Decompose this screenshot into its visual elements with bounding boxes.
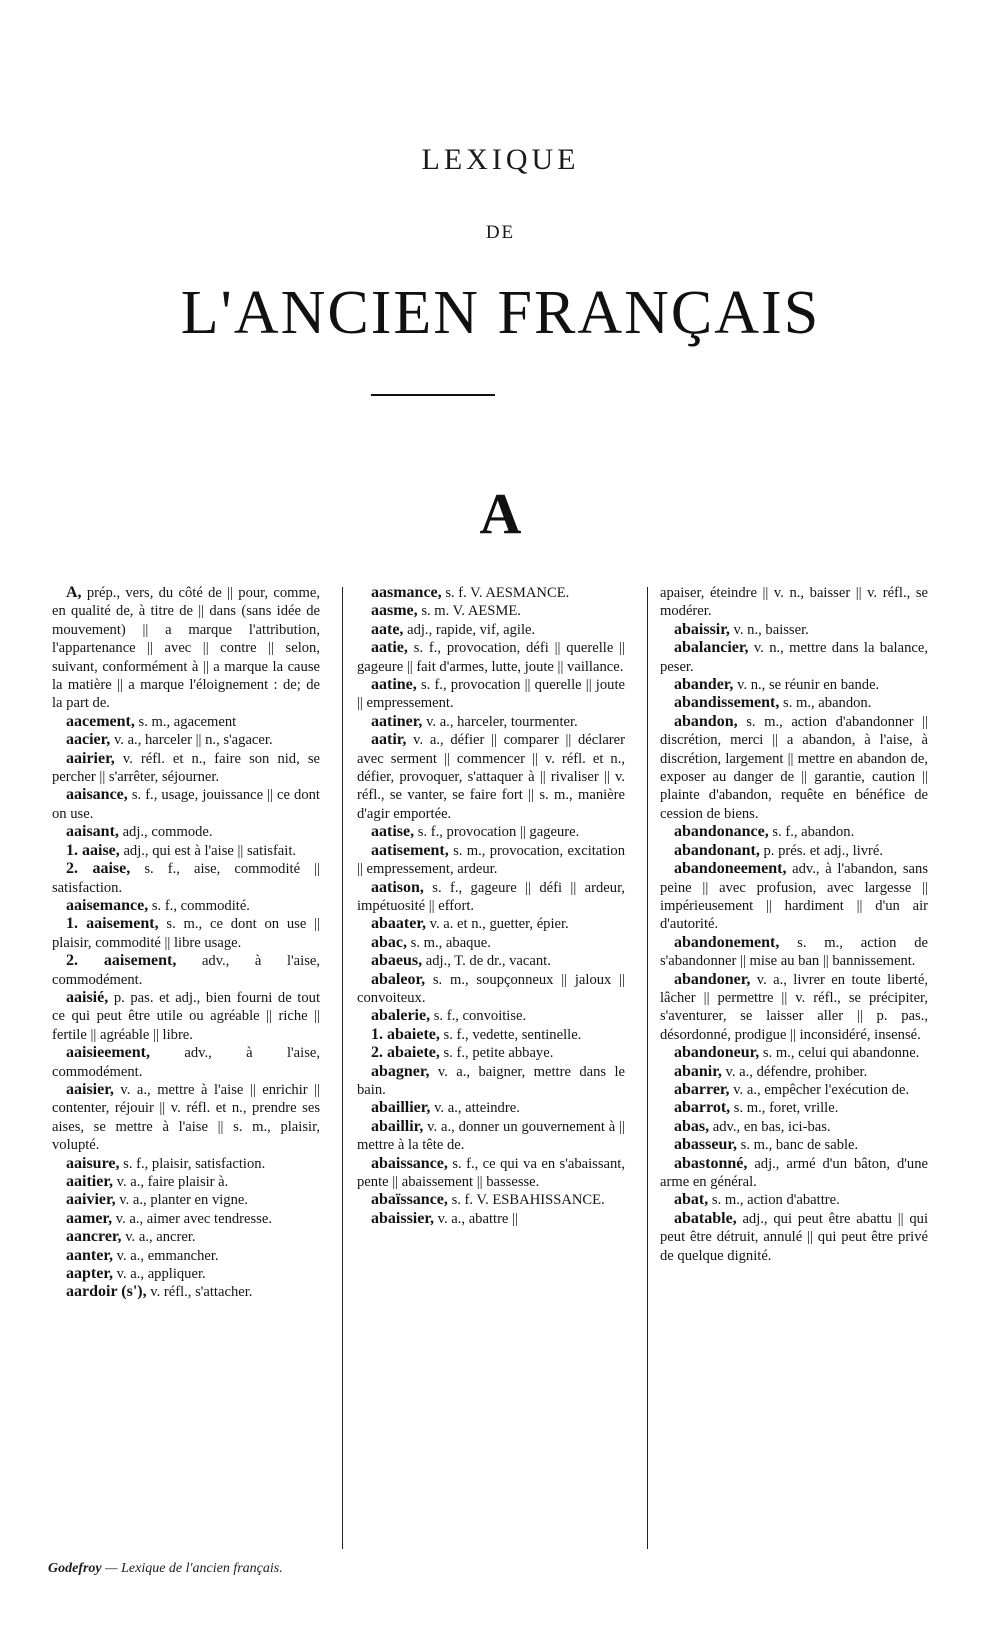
footer-author: Godefroy (48, 1561, 102, 1576)
entry-definition: adj., rapide, vif, agile. (407, 621, 536, 638)
dictionary-entry (357, 1155, 625, 1192)
entry-definition: v. a., mettre à l'aise || enrichir || contenter, réjouir || v. réfl. et n., prendre ses aises, se mettre à l'aise || s. m., plaisir, volupté. (52, 1081, 321, 1154)
entry-headword: aasme, (371, 602, 418, 620)
entry-definition: s. m., action de s'abandonner || mise au ban || bannissement. (660, 934, 928, 970)
entry-definition: adv., à l'aise, commodément. (52, 953, 320, 988)
entry-definition: s. m., provocation, excitation || empressement, ardeur. (357, 842, 625, 878)
entry-definition: v. a., harceler, tourmenter. (426, 713, 578, 730)
entry-definition: s. f., petite abbaye. (443, 1045, 554, 1062)
title-ancien-francais: L'ANCIEN FRANÇAIS (180, 279, 821, 347)
entry-definition: v. a., ancrer. (125, 1229, 196, 1246)
dictionary-entry (52, 915, 320, 952)
entry-headword: aatison, (371, 878, 424, 896)
dictionary-entry (52, 750, 320, 787)
entry-headword: aatiner, (371, 712, 423, 730)
entry-headword: 2. abaiete, (371, 1044, 440, 1062)
entry-definition: v. a., aimer avec tendresse. (115, 1210, 272, 1227)
title-rule (371, 394, 495, 396)
entry-definition: s. m., banc de sable. (740, 1137, 859, 1154)
entry-headword: aaivier, (66, 1191, 116, 1209)
dictionary-entry (660, 1191, 928, 1209)
column-2 (357, 584, 625, 1228)
dictionary-entry (357, 1026, 625, 1044)
dictionary-entry (357, 971, 625, 1008)
dictionary-entry (357, 602, 625, 620)
entry-headword: aaisemance, (66, 896, 149, 914)
entry-definition: v. a., atteindre. (434, 1100, 520, 1117)
entry-headword: abac, (371, 933, 407, 951)
entry-headword: abandoner, (674, 970, 751, 988)
entry-definition: s. m., agacement (138, 713, 237, 730)
entry-headword: aacement, (66, 712, 135, 730)
entry-headword: abandon, (674, 712, 738, 730)
entry-definition: s. m., celui qui abandonne. (762, 1045, 920, 1062)
dictionary-entry (357, 1044, 625, 1062)
entry-headword: aaisié, (66, 988, 109, 1006)
dictionary-entry (357, 1118, 625, 1155)
dictionary-entry (357, 934, 625, 952)
entry-headword: abaleor, (371, 970, 426, 988)
entry-definition: s. m., action d'abattre. (711, 1192, 840, 1209)
entry-headword: abanir, (674, 1062, 722, 1080)
entry-definition: v. a., baigner, mettre dans le bain. (357, 1063, 625, 1098)
entry-headword: abasseur, (674, 1136, 737, 1154)
entry-headword: abaeus, (371, 952, 423, 970)
dictionary-entry (52, 786, 320, 823)
entry-definition: s. f., plaisir, satisfaction. (123, 1155, 266, 1172)
entry-definition: adj., T. de dr., vacant. (425, 953, 551, 970)
dictionary-entry (52, 1191, 320, 1209)
entry-definition: v. a., donner un gouvernement à || mettre à la tête de. (357, 1118, 625, 1154)
dictionary-entry (660, 676, 928, 694)
dictionary-entry (357, 1191, 625, 1209)
dictionary-entry (660, 584, 928, 621)
title-lexique: LEXIQUE (421, 143, 580, 176)
dictionary-entry (660, 823, 928, 841)
dictionary-entry (357, 823, 625, 841)
dictionary-entry (52, 1155, 320, 1173)
entry-definition: v. a., faire plaisir à. (116, 1174, 229, 1190)
dictionary-entry (52, 1173, 320, 1191)
title-de: DE (485, 222, 516, 243)
dictionary-entry (52, 1265, 320, 1283)
dictionary-entry (357, 713, 625, 731)
dictionary-entry (660, 1136, 928, 1154)
dictionary-entry (660, 1118, 928, 1136)
entry-definition: s. f. V. AESMANCE. (445, 585, 570, 601)
entry-definition: s. f., convoitise. (433, 1008, 527, 1025)
entry-definition: adj., qui peut être abattu || qui peut être détruit, annulé || qui peut être privé de quelque dignité. (660, 1210, 928, 1264)
entry-headword: abandonant, (674, 841, 760, 859)
entry-definition: v. a., appliquer. (116, 1266, 206, 1283)
entry-headword: aardoir (s'), (66, 1283, 147, 1301)
entry-headword: aatine, (371, 676, 417, 694)
entry-definition: apaiser, éteindre || v. n., baisser || v. réfl., se modérer. (660, 585, 928, 620)
entry-definition: s. f., provocation || querelle || joute || empressement. (357, 677, 625, 712)
entry-headword: aaisance, (66, 786, 128, 804)
entry-headword: abandoneur, (674, 1044, 760, 1062)
entry-headword: aatisement, (371, 841, 449, 859)
entry-headword: abaissance, (371, 1154, 448, 1172)
entry-definition: v. réfl., s'attacher. (150, 1284, 253, 1301)
dictionary-entry (52, 823, 320, 841)
entry-headword: aatir, (371, 731, 407, 749)
entry-headword: aamer, (66, 1209, 113, 1227)
dictionary-entry (357, 915, 625, 933)
dictionary-entry (52, 1044, 320, 1081)
column-3 (660, 584, 928, 1265)
entry-definition: s. f., ce qui va en s'abaissant, pente || abaissement || bassesse. (357, 1155, 625, 1190)
dictionary-entry (357, 621, 625, 639)
dictionary-entry (660, 1210, 928, 1265)
entry-definition: s. m., action d'abandonner || discrétion, merci || a abandon, à l'aise, à discrétion, largement || mettre en abandon de, exposer au danger de || garantie, caution || plainte d'abandon, requête en bénéfice de cession de biens. (660, 713, 928, 822)
dictionary-entry (52, 842, 320, 860)
entry-headword: abaillir, (371, 1117, 424, 1135)
column-divider (342, 587, 343, 1549)
entry-definition: s. f., gageure || défi || ardeur, impétuosité || effort. (357, 879, 625, 914)
entry-headword: abarrot, (674, 1099, 731, 1117)
entry-definition: v. n., se réunir en bande. (737, 677, 880, 694)
dictionary-entry (52, 860, 320, 897)
entry-headword: abaillier, (371, 1099, 431, 1117)
entry-headword: aaisure, (66, 1154, 120, 1172)
entry-headword: abaater, (371, 915, 426, 933)
dictionary-entry (660, 639, 928, 676)
entry-definition: s. m., foret, vrille. (733, 1100, 839, 1117)
dictionary-entry (660, 971, 928, 1045)
entry-definition: v. n., baisser. (733, 621, 809, 638)
entry-headword: abandissement, (674, 694, 780, 712)
dictionary-entry (660, 694, 928, 712)
entry-headword: 1. abaiete, (371, 1025, 440, 1043)
entry-definition: prép., vers, du côté de || pour, comme, en qualité de, à titre de || dans (sans idée de mouvement) || a marque l'attribution, l'appartenance || avec || contre || selon, suivant, conformément à || a marque la cause la matière || a marque l'éloignement : de; de la part de. (52, 585, 320, 712)
entry-definition: adv., en bas, ici-bas. (712, 1118, 831, 1135)
dictionary-entry (357, 676, 625, 713)
entry-definition: s. f. V. ESBAHISSANCE. (451, 1192, 605, 1209)
dictionary-entry (660, 1099, 928, 1117)
entry-headword: aanter, (66, 1246, 113, 1264)
dictionary-entry (660, 1044, 928, 1062)
dictionary-entry (357, 639, 625, 676)
entry-definition: s. m., abandon. (783, 695, 872, 712)
entry-headword: abalerie, (371, 1007, 431, 1025)
entry-definition: v. a., harceler || n., s'agacer. (113, 732, 273, 749)
entry-headword: abaïssance, (371, 1191, 448, 1209)
dictionary-entry (357, 952, 625, 970)
entry-headword: abandoneement, (674, 860, 787, 878)
entry-headword: 1. aaisement, (66, 915, 159, 933)
dictionary-entry (52, 1228, 320, 1246)
column-divider (647, 587, 648, 1549)
column-1 (52, 584, 320, 1302)
dictionary-entry (357, 1007, 625, 1025)
entry-definition: s. f., commodité. (151, 897, 250, 914)
dictionary-entry (660, 860, 928, 934)
entry-definition: v. a., défendre, prohiber. (725, 1063, 868, 1080)
dictionary-entry (52, 713, 320, 731)
entry-headword: aaisieement, (66, 1044, 150, 1062)
dictionary-entry (660, 621, 928, 639)
entry-definition: v. a., défier || comparer || déclarer avec serment || commencer || v. réfl. et n., défier, provoquer, s'attaquer à || rivaliser || v. réfl., se vanter, se faire fort || s. m., manière d'agir emportée. (357, 732, 625, 822)
dictionary-entry (52, 897, 320, 915)
dictionary-entry (660, 1155, 928, 1192)
dictionary-entry (52, 1247, 320, 1265)
entry-headword: abandonance, (674, 823, 769, 841)
entry-definition: v. a., planter en vigne. (119, 1192, 249, 1209)
dictionary-entry (357, 1099, 625, 1117)
entry-definition: s. m., abaque. (410, 934, 491, 951)
dictionary-entry (52, 731, 320, 749)
entry-definition: s. m. V. AESME. (421, 603, 521, 620)
dictionary-entry (357, 1063, 625, 1100)
dictionary-entry (52, 989, 320, 1044)
entry-headword: abagner, (371, 1062, 430, 1080)
entry-definition: s. f., usage, jouissance || ce dont on use. (52, 787, 320, 822)
dictionary-entry (52, 952, 320, 989)
dictionary-entry (357, 584, 625, 602)
section-letter: A (479, 481, 522, 546)
entry-definition: s. f., provocation || gageure. (417, 824, 580, 841)
entry-headword: abalancier, (674, 639, 749, 657)
entry-headword: A, (66, 584, 82, 601)
dictionary-entry (52, 584, 320, 713)
entry-headword: aairier, (66, 749, 115, 767)
dictionary-entry (660, 1063, 928, 1081)
entry-headword: abarrer, (674, 1080, 730, 1098)
entry-definition: v. a., emmancher. (116, 1247, 219, 1264)
dictionary-entry (660, 713, 928, 823)
entry-definition: s. f., provocation, défi || querelle || gageure || fait d'armes, lutte, joute || vaillance. (357, 640, 625, 675)
entry-headword: aaisant, (66, 823, 119, 841)
entry-definition: v. réfl. et n., faire son nid, se percher || s'arrêter, séjourner. (52, 750, 320, 786)
entry-definition: s. f., vedette, sentinelle. (443, 1026, 582, 1043)
entry-headword: abatable, (674, 1209, 737, 1227)
entry-definition: adj., commode. (122, 824, 213, 841)
entry-headword: abas, (674, 1117, 710, 1135)
entry-definition: v. n., mettre dans la balance, peser. (660, 640, 928, 675)
dictionary-entry (357, 879, 625, 916)
dictionary-entry (52, 1081, 320, 1155)
entry-headword: abandonement, (674, 933, 780, 951)
dictionary-entry (660, 1081, 928, 1099)
entry-definition: s. f., aise, commodité || satisfaction. (52, 861, 320, 896)
entry-headword: 1. aaise, (66, 841, 120, 859)
dictionary-entry (52, 1283, 320, 1301)
entry-definition: v. a., empêcher l'exécution de. (733, 1081, 910, 1098)
entry-headword: aate, (371, 620, 404, 638)
entry-headword: abaissier, (371, 1209, 434, 1227)
entry-definition: p. prés. et adj., livré. (763, 842, 884, 859)
dictionary-entry (52, 1210, 320, 1228)
entry-headword: aaisier, (66, 1080, 114, 1098)
entry-definition: adv., à l'abandon, sans peine || avec profusion, avec largesse || impérieusement || hardiment || d'un air d'autorité. (660, 861, 928, 933)
entry-headword: abat, (674, 1191, 709, 1209)
entry-definition: adj., qui est à l'aise || satisfait. (123, 842, 297, 859)
dictionary-entry (660, 842, 928, 860)
dictionary-entry (660, 934, 928, 971)
entry-definition: p. pas. et adj., bien fourni de tout ce qui peut être utile ou agréable || riche || fertile || agréable || libre. (52, 989, 320, 1043)
entry-definition: adv., à l'aise, commodément. (52, 1045, 321, 1080)
page-footer (48, 1561, 448, 1577)
entry-headword: aancrer, (66, 1228, 122, 1246)
entry-definition: s. m., ce dont on use || plaisir, commodité || libre usage. (52, 916, 320, 951)
entry-definition: v. a. et n., guetter, épier. (429, 916, 569, 933)
entry-definition: s. m., soupçonneux || jaloux || convoiteux. (357, 971, 625, 1006)
entry-definition: s. f., abandon. (772, 824, 855, 841)
footer-work: Lexique de l'ancien français. (121, 1561, 283, 1576)
entry-definition: v. a., abattre || (437, 1210, 518, 1227)
entry-headword: abastonné, (674, 1154, 748, 1172)
entry-headword: 2. aaisement, (66, 952, 177, 970)
entry-headword: abander, (674, 676, 734, 694)
entry-headword: aapter, (66, 1265, 113, 1283)
dictionary-entry (357, 1210, 625, 1228)
dictionary-entry (357, 731, 625, 823)
entry-headword: aacier, (66, 731, 111, 749)
entry-definition: v. a., livrer en toute liberté, lâcher || permettre || v. réfl., se précipiter, s'aventurer, se laisser aller || p. pas., désordonné, prodigue || inconsidéré, insensé. (660, 971, 928, 1043)
entry-headword: aatise, (371, 823, 415, 841)
entry-headword: aasmance, (371, 584, 442, 601)
footer-separator: — (101, 1561, 122, 1576)
entry-headword: abaissir, (674, 620, 730, 638)
entry-headword: aatie, (371, 639, 408, 657)
entry-headword: aaitier, (66, 1173, 113, 1190)
dictionary-entry (357, 842, 625, 879)
entry-definition: adj., armé d'un bâton, d'une arme en général. (660, 1155, 928, 1190)
entry-headword: 2. aaise, (66, 860, 131, 878)
